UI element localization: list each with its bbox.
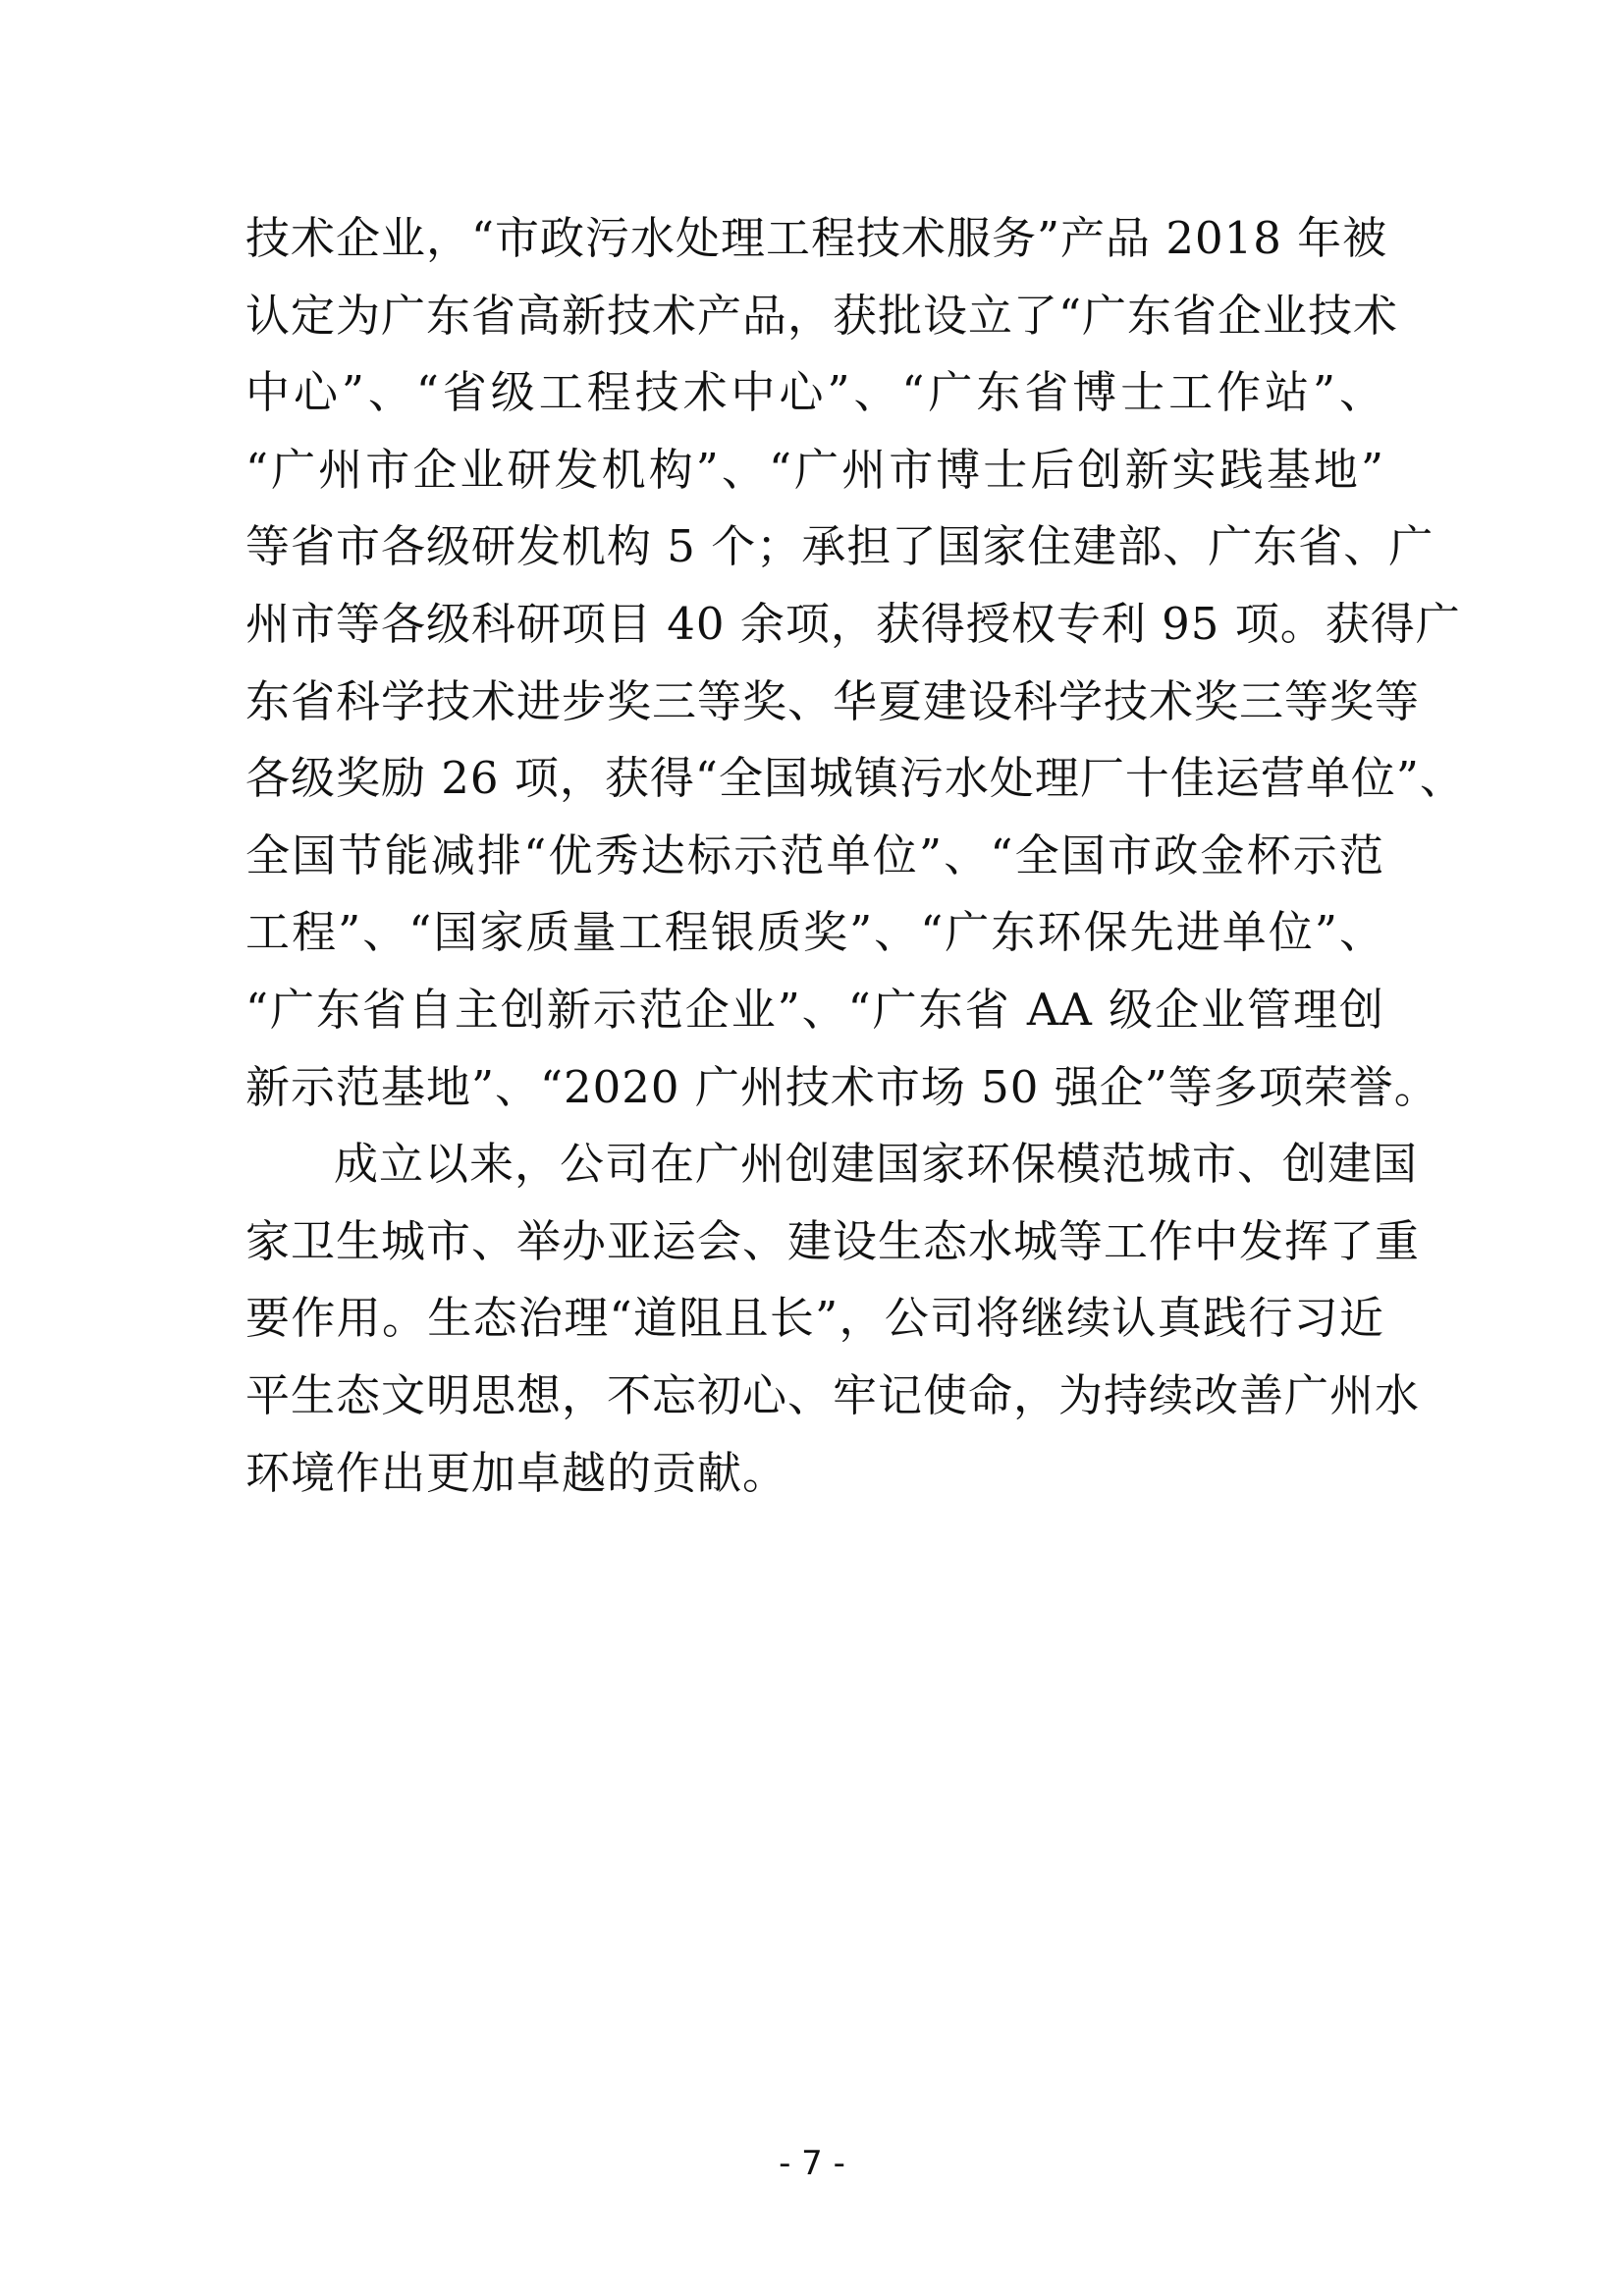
text-line: “广东省自主创新示范企业”、“广东省 AA 级企业管理创 [245,983,1384,1036]
text-line: 成立以来，公司在广州创建国家环保模范城市、创建国 [334,1138,1419,1191]
document-body [245,200,1465,1512]
text-line: 平生态文明思想，不忘初心、牢记使命，为持续改善广州水 [245,1368,1421,1421]
page-number: - 7 - [779,2144,845,2183]
text-line: 技术企业，“市政污水处理工程技术服务”产品 2018 年被 [245,212,1388,264]
text-line: 东省科学技术进步奖三等奖、华夏建设科学技术奖三等奖等 [245,674,1421,727]
text-line: 中心”、“省级工程技术中心”、“广东省博士工作站”、 [245,366,1384,419]
text-line: 家卫生城市、举办亚运会、建设生态水城等工作中发挥了重 [245,1214,1421,1267]
text-line: 工程”、“国家质量工程银质奖”、“广东环保先进单位”、 [245,906,1384,959]
text-line: 等省市各级研发机构 5 个；承担了国家住建部、广东省、广 [245,520,1435,573]
paragraph-company-contribution [245,1126,1421,1512]
text-line: 环境作出更加卓越的贡献。 [245,1446,788,1499]
text-line: 州市等各级科研项目 40 余项，获得授权专利 95 项。获得广 [245,597,1461,650]
text-line: 各级奖励 26 项，获得“全国城镇污水处理厂十佳运营单位”、 [245,752,1465,805]
text-line: 要作用。生态治理“道阻且长”，公司将继续认真践行习近 [245,1292,1384,1345]
text-line: 全国节能减排“优秀达标示范单位”、“全国市政金杯示范 [245,828,1384,881]
paragraph-company-achievements [245,200,1465,1126]
text-line: “广州市企业研发机构”、“广州市博士后创新实践基地” [245,443,1384,496]
text-line: 认定为广东省高新技术产品，获批设立了“广东省企业技术 [245,289,1399,342]
text-line: 新示范基地”、“2020 广州技术市场 50 强企”等多项荣誉。 [245,1060,1439,1113]
